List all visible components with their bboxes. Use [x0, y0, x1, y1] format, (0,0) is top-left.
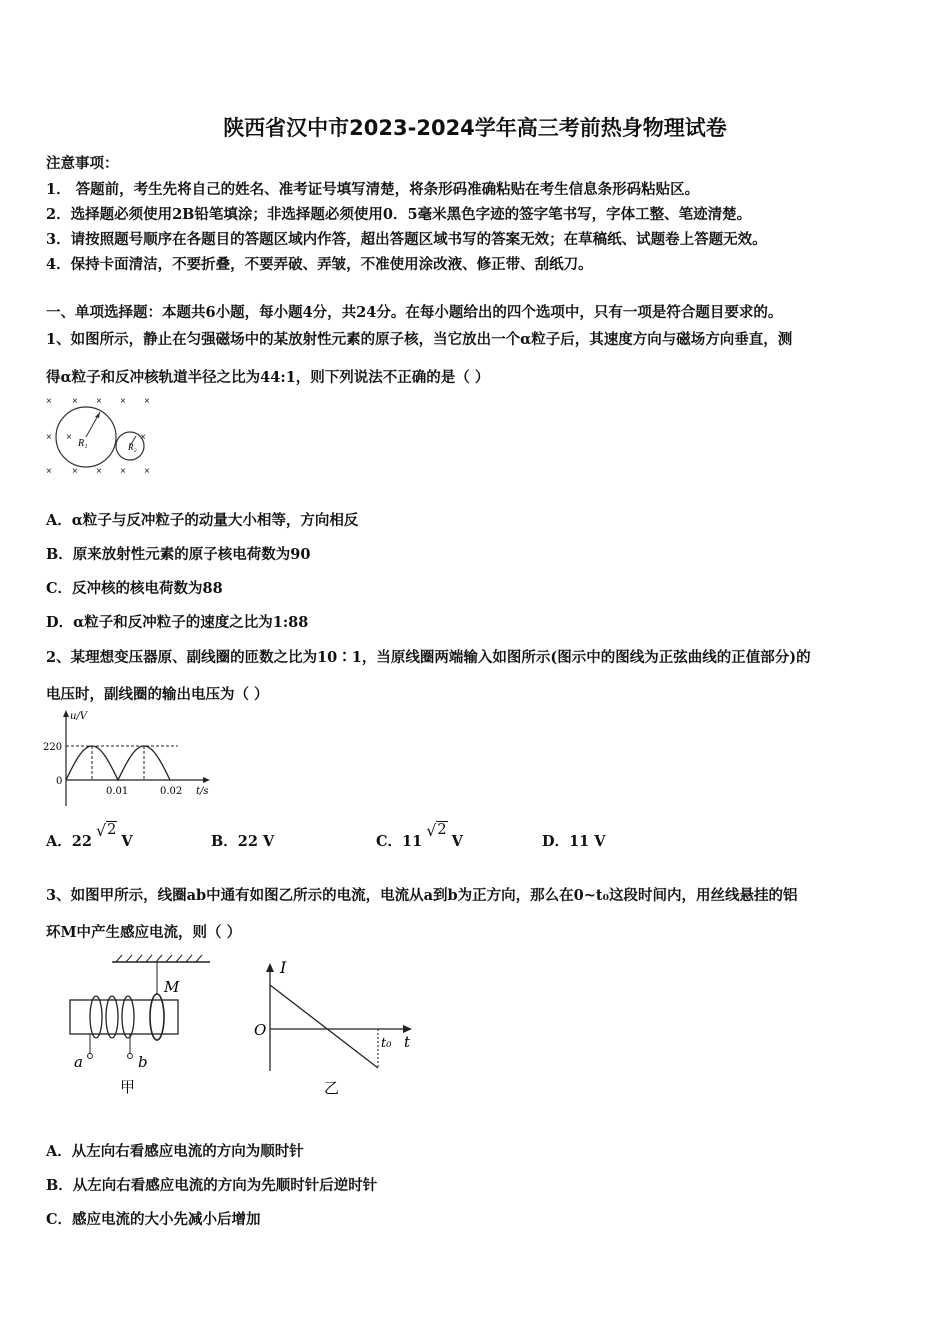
cross-mark: × — [140, 432, 146, 443]
ceiling-hatch — [116, 955, 202, 962]
notice-item: 1． 答题前，考生先将自己的姓名、准考证号填写清楚，将条形码准确粘贴在考生信息条形码粘贴区。 — [46, 181, 700, 198]
q2-stem-line1: 2、某理想变压器原、副线圈的匝数之比为10∶1，当原线圈两端输入如图所示(图示中的图线为正弦曲线的正值部分)的 — [46, 649, 811, 666]
cross-mark: × — [72, 466, 78, 477]
cross-mark: × — [72, 396, 78, 407]
cross-mark: × — [144, 396, 150, 407]
q1-option-b: B．原来放射性元素的原子核电荷数为90 — [46, 546, 311, 563]
rectified-sine-curve — [66, 746, 170, 780]
q2-option-c: C．11√2V — [376, 821, 463, 850]
q2-option-b: B．22 V — [211, 833, 275, 850]
label-a: a — [74, 1053, 83, 1071]
q3-option-a: A．从左向右看感应电流的方向为顺时针 — [46, 1143, 304, 1160]
y-tick-220: 220 — [43, 742, 63, 753]
label-t0: t₀ — [381, 1036, 392, 1051]
notice-item: 2．选择题必须使用2B铅笔填涂；非选择题必须使用0．5毫米黑色字迹的签字笔书写，字体工整、笔迹清楚。 — [46, 206, 752, 223]
label-r1: R₁ — [78, 438, 88, 449]
q3-stem-line1: 3、如图甲所示，线圈ab中通有如图乙所示的电流，电流从a到b为正方向，那么在0~t₀这段时间内，用丝线悬挂的铝 — [46, 887, 798, 904]
x-tick-002: 0.02 — [160, 786, 183, 797]
cross-mark: × — [144, 466, 150, 477]
q1-magnetic-field-figure — [42, 390, 162, 480]
cross-mark: × — [120, 396, 126, 407]
q2-stem-line2: 电压时，副线圈的输出电压为（ ） — [46, 686, 269, 703]
q2-voltage-graph — [40, 708, 220, 810]
q3-option-b: B．从左向右看感应电流的方向为先顺时针后逆时针 — [46, 1177, 378, 1194]
cross-mark: × — [120, 466, 126, 477]
q1-option-c: C．反冲核的核电荷数为88 — [46, 580, 223, 597]
notice-item: 3．请按照题号顺序在各题目的答题区域内作答，超出答题区域书写的答案无效；在草稿纸、试题卷上答题无效。 — [46, 231, 767, 248]
y-axis-label: u/V — [70, 711, 88, 722]
q3-option-c: C．感应电流的大小先减小后增加 — [46, 1211, 261, 1228]
q3-figure-jia — [60, 950, 220, 1100]
cross-mark: × — [96, 466, 102, 477]
q3-stem-line2: 环M中产生感应电流，则（ ） — [46, 924, 242, 941]
label-r2: R₂ — [128, 442, 137, 452]
section-heading: 一、单项选择题：本题共6小题，每小题4分，共24分。在每小题给出的四个选项中，只有一项是符合题目要求的。 — [46, 304, 783, 321]
aluminum-ring-m — [150, 994, 164, 1040]
cross-mark: × — [46, 466, 52, 477]
q3-figure-yi — [248, 955, 428, 1100]
caption-jia: 甲 — [120, 1078, 136, 1096]
cross-mark: × — [46, 396, 52, 407]
label-o: O — [254, 1021, 267, 1039]
q2-option-d: D．11 V — [542, 833, 606, 850]
label-t: t — [404, 1033, 411, 1051]
notice-heading: 注意事项： — [46, 155, 119, 172]
cross-mark: × — [46, 432, 52, 443]
cross-mark: × — [66, 432, 72, 443]
cross-mark: × — [96, 396, 102, 407]
notice-item: 4．保持卡面清洁，不要折叠，不要弄破、弄皱，不准使用涂改液、修正带、刮纸刀。 — [46, 256, 593, 273]
page-title: 陕西省汉中市2023-2024学年高三考前热身物理试卷 — [223, 116, 727, 140]
q1-stem-line2: 得α粒子和反冲核轨道半径之比为44:1，则下列说法不正确的是（ ） — [46, 369, 490, 386]
label-b: b — [138, 1053, 148, 1071]
origin-label: 0 — [56, 776, 63, 787]
coil-ab — [90, 996, 134, 1038]
iron-core — [70, 1000, 178, 1034]
q1-stem-line1: 1、如图所示，静止在匀强磁场中的某放射性元素的原子核，当它放出一个α粒子后，其速度方向与磁场方向垂直，测 — [46, 331, 793, 348]
current-line — [270, 985, 378, 1068]
label-i: I — [280, 958, 287, 977]
q2-option-a: A．22√2V — [46, 821, 133, 850]
q1-option-d: D．α粒子和反冲粒子的速度之比为1:88 — [46, 614, 309, 631]
caption-yi: 乙 — [324, 1079, 340, 1097]
label-m: M — [164, 978, 180, 996]
x-axis-label: t/s — [196, 786, 209, 797]
x-tick-001: 0.01 — [106, 786, 129, 797]
q1-option-a: A．α粒子与反冲粒子的动量大小相等，方向相反 — [46, 512, 359, 529]
